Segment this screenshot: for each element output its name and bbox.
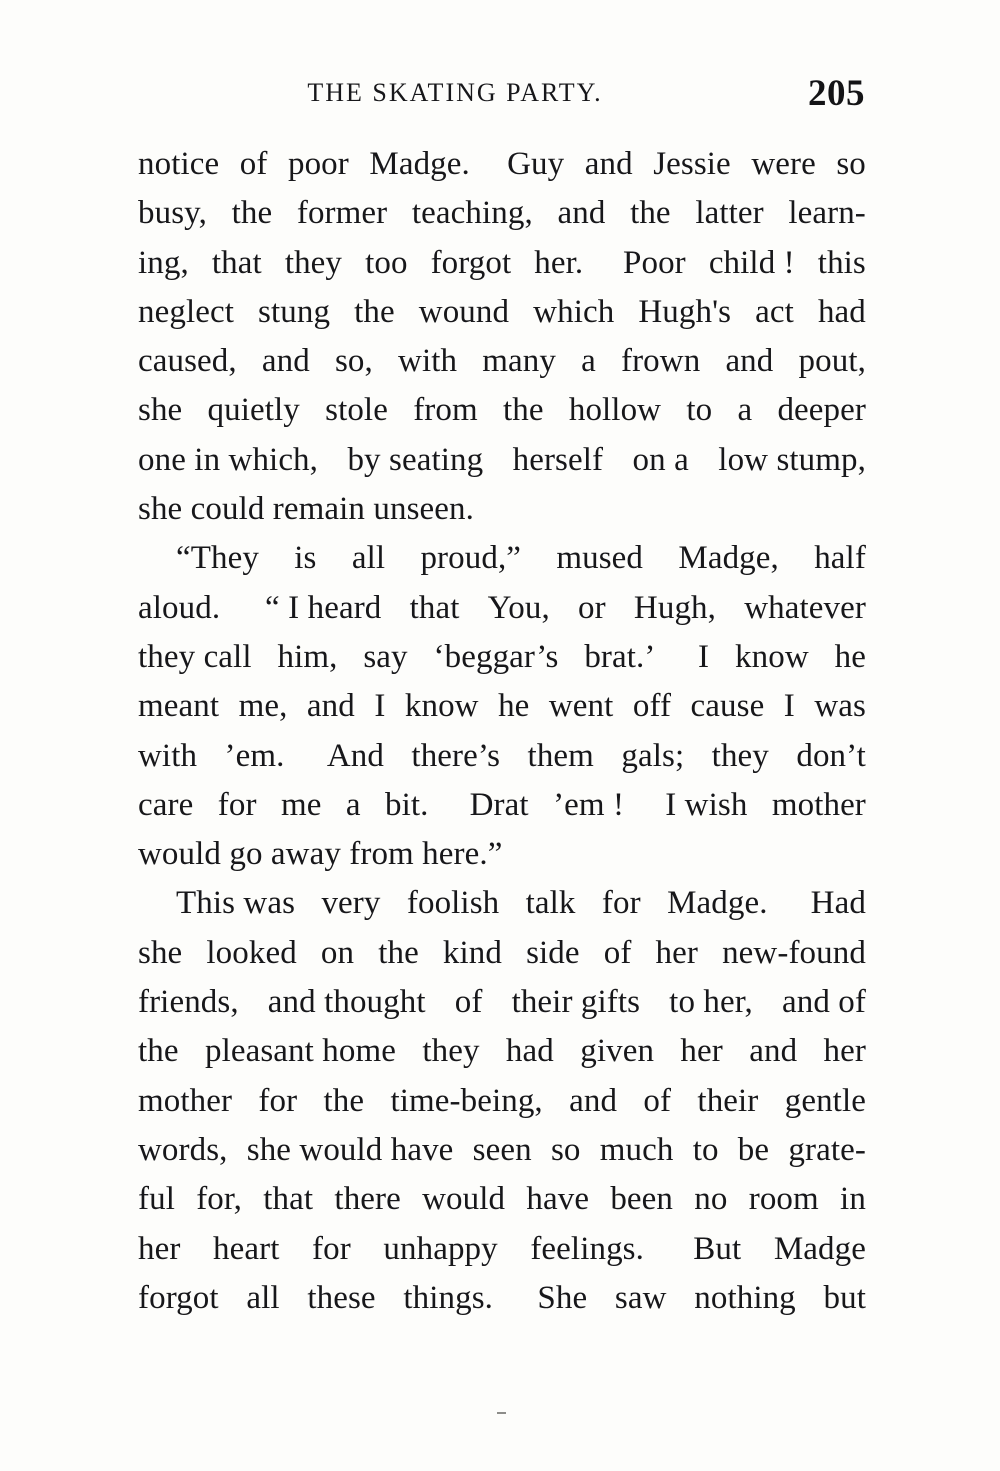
word: You,	[487, 589, 550, 626]
text-line	[138, 633, 866, 682]
word: which	[533, 293, 615, 330]
text-line	[138, 337, 866, 386]
word: frown	[620, 343, 701, 380]
word: pleasant home	[204, 1033, 396, 1070]
word: or	[578, 589, 606, 626]
word: She	[520, 1279, 588, 1316]
word: hollow	[568, 392, 662, 429]
word: room	[748, 1181, 819, 1218]
word: the	[323, 1082, 365, 1119]
text-line	[138, 781, 866, 830]
word: aloud.	[138, 589, 221, 626]
word: don’t	[796, 737, 866, 774]
word: was	[814, 688, 866, 725]
word: her.	[534, 244, 584, 281]
word: quietly	[207, 392, 300, 429]
word: And	[311, 737, 384, 774]
text-line	[138, 1027, 866, 1076]
word: know	[404, 688, 479, 725]
word: Jessie	[653, 146, 731, 182]
text-line	[138, 288, 866, 337]
word: no	[694, 1181, 728, 1218]
word: deeper	[777, 392, 866, 429]
word: and	[569, 1082, 618, 1119]
word: wound	[418, 293, 510, 330]
word: be	[737, 1131, 770, 1168]
word: talk	[525, 885, 576, 922]
word: neglect	[138, 293, 234, 330]
word: ’em.	[224, 737, 285, 774]
word: on a	[632, 441, 689, 478]
word: side	[526, 934, 580, 971]
word: former	[296, 195, 388, 232]
word: friends,	[138, 984, 239, 1021]
word: these	[307, 1279, 376, 1316]
word: had	[817, 293, 866, 330]
page-header	[135, 72, 865, 118]
body-text	[138, 140, 866, 1323]
text-line: would go away from here.”	[138, 836, 503, 873]
word: there’s	[411, 737, 501, 774]
word: caused,	[138, 343, 237, 380]
text-line: she could remain unseen.	[138, 491, 474, 528]
word: their gifts	[511, 984, 641, 1021]
word: and of	[781, 984, 866, 1021]
word: learn-	[788, 195, 866, 232]
word: ’em !	[553, 786, 625, 823]
word: grate-	[788, 1131, 866, 1168]
word: so	[836, 146, 866, 182]
word: “They	[176, 540, 259, 577]
word: Madge	[773, 1230, 866, 1267]
word: Madge.	[369, 146, 470, 182]
text-line	[138, 682, 866, 731]
word: a	[737, 392, 753, 429]
word: for	[601, 885, 641, 922]
word: to her,	[669, 984, 753, 1021]
word: time-being,	[390, 1082, 543, 1119]
word: and	[584, 146, 633, 182]
word: me	[280, 786, 322, 823]
word: this	[817, 244, 866, 281]
word: very	[321, 885, 381, 922]
text-line	[138, 732, 866, 781]
word: Poor	[606, 244, 686, 281]
word: meant	[138, 688, 220, 725]
word: heart	[213, 1230, 280, 1267]
word: that	[263, 1181, 314, 1218]
word: there	[334, 1181, 401, 1218]
word: looked	[206, 934, 297, 971]
word: he	[498, 688, 530, 725]
word: they	[711, 737, 769, 774]
word: stung	[258, 293, 331, 330]
word: Had	[793, 885, 866, 922]
text-line	[138, 1077, 866, 1126]
word: and	[749, 1033, 798, 1070]
word: and	[557, 195, 606, 232]
word: gals;	[621, 737, 685, 774]
text-line	[138, 978, 866, 1027]
word: ful	[138, 1181, 175, 1218]
word: for	[217, 786, 257, 823]
word: is	[294, 540, 317, 577]
word: she would have	[246, 1131, 454, 1168]
word: care	[138, 786, 194, 823]
word: too	[365, 244, 408, 281]
text-line	[138, 1126, 866, 1175]
word: I	[374, 688, 386, 725]
word: mother	[138, 1082, 233, 1119]
word: gentle	[784, 1082, 866, 1119]
word: Hugh's	[638, 293, 732, 330]
word: whatever	[744, 589, 866, 626]
word: one in which,	[138, 441, 319, 478]
word: the	[502, 392, 544, 429]
word: This was	[176, 885, 296, 922]
word: a	[345, 786, 361, 823]
word: I wish	[648, 786, 748, 823]
word: that	[409, 589, 460, 626]
word: have	[526, 1181, 590, 1218]
word: know	[735, 638, 809, 675]
text-line	[138, 436, 866, 485]
word: stole	[325, 392, 388, 429]
word: herself	[512, 441, 604, 478]
word: the	[138, 1033, 179, 1070]
word: for,	[196, 1181, 243, 1218]
word: on	[320, 934, 355, 971]
word: in	[840, 1181, 866, 1218]
word: Drat	[452, 786, 529, 823]
word: brat.’	[584, 638, 656, 675]
text-line	[138, 1225, 866, 1274]
word: feelings.	[530, 1230, 644, 1267]
word: so	[550, 1131, 581, 1168]
word: they	[284, 244, 343, 281]
word: he	[834, 638, 866, 675]
text-line	[138, 239, 866, 288]
word: mother	[771, 786, 866, 823]
word: say	[363, 638, 408, 675]
word: were	[751, 146, 816, 182]
word: to	[692, 1131, 719, 1168]
word: and	[261, 343, 310, 380]
word: words,	[138, 1131, 228, 1168]
word: of	[454, 984, 483, 1021]
word: for	[312, 1230, 351, 1267]
word: me,	[238, 688, 288, 725]
word: Madge,	[678, 540, 779, 577]
word: the	[354, 293, 395, 330]
word: so,	[334, 343, 373, 380]
word: them	[527, 737, 594, 774]
word: to	[686, 392, 713, 429]
word: kind	[442, 934, 502, 971]
word: low stump,	[718, 441, 866, 478]
word: with	[138, 737, 198, 774]
word: by seating	[347, 441, 484, 478]
word: mused	[556, 540, 644, 577]
word: the	[378, 934, 419, 971]
word: Madge.	[667, 885, 768, 922]
word: I	[681, 638, 710, 675]
text-line	[138, 1274, 866, 1323]
text-line	[138, 140, 866, 189]
paragraph	[138, 879, 866, 1323]
word: proud,”	[420, 540, 522, 577]
word: Guy	[490, 146, 565, 182]
word: that	[211, 244, 262, 281]
page-bottom-mark	[497, 1412, 506, 1414]
word: forgot	[138, 1279, 219, 1316]
word: half	[814, 540, 866, 577]
word: had	[505, 1033, 554, 1070]
word: of	[603, 934, 632, 971]
word: of	[643, 1082, 672, 1119]
word: him,	[277, 638, 338, 675]
word: and	[725, 343, 774, 380]
word: nothing	[694, 1279, 796, 1316]
word: new-found	[722, 934, 866, 971]
text-line	[138, 386, 866, 435]
word: and thought	[267, 984, 426, 1021]
word: pout,	[798, 343, 866, 380]
word: but	[823, 1279, 866, 1316]
word: cause	[690, 688, 765, 725]
word: she	[138, 934, 183, 971]
word: unhappy	[383, 1230, 498, 1267]
text-line	[138, 929, 866, 978]
word: her	[655, 934, 698, 971]
word: a	[581, 343, 596, 380]
word: notice	[138, 146, 220, 182]
word: child !	[708, 244, 795, 281]
word: they call	[138, 638, 252, 675]
word: I	[783, 688, 795, 725]
word: the	[231, 195, 273, 232]
word: her	[823, 1033, 866, 1070]
word: forgot	[430, 244, 512, 281]
word: all	[351, 540, 386, 577]
word: things.	[403, 1279, 494, 1316]
word: for	[258, 1082, 298, 1119]
page-number: 205	[808, 73, 865, 114]
word: much	[599, 1131, 674, 1168]
word: their	[697, 1082, 759, 1119]
word: But	[676, 1230, 742, 1267]
word: foolish	[406, 885, 500, 922]
word: Hugh,	[633, 589, 717, 626]
word: all	[246, 1279, 280, 1316]
word: with	[398, 343, 458, 380]
word: her	[138, 1230, 181, 1267]
word: latter	[695, 195, 764, 232]
word: poor	[287, 146, 349, 182]
word: bit.	[385, 786, 429, 823]
paragraph	[138, 140, 866, 534]
paragraph	[138, 534, 866, 879]
word: seen	[472, 1131, 532, 1168]
word: her	[680, 1033, 723, 1070]
text-line	[138, 879, 866, 928]
word: many	[482, 343, 556, 380]
word: teaching,	[411, 195, 533, 232]
word: saw	[614, 1279, 667, 1316]
text-line	[138, 584, 866, 633]
word: given	[580, 1033, 655, 1070]
word: act	[755, 293, 794, 330]
word: ing,	[138, 244, 189, 281]
text-line	[138, 189, 866, 238]
word: of	[239, 146, 268, 182]
running-head: THE SKATING PARTY.	[307, 78, 603, 107]
word: went	[548, 688, 614, 725]
word: off	[632, 688, 672, 725]
word: ‘beggar’s	[433, 638, 559, 675]
word: been	[610, 1181, 674, 1218]
word: the	[630, 195, 671, 232]
word: she	[138, 392, 183, 429]
word: would	[422, 1181, 506, 1218]
word: “ I heard	[248, 589, 382, 626]
word: and	[306, 688, 355, 725]
text-line	[138, 1175, 866, 1224]
text-line	[138, 534, 866, 583]
word: they	[422, 1033, 480, 1070]
word: from	[413, 392, 478, 429]
word: busy,	[138, 195, 207, 232]
